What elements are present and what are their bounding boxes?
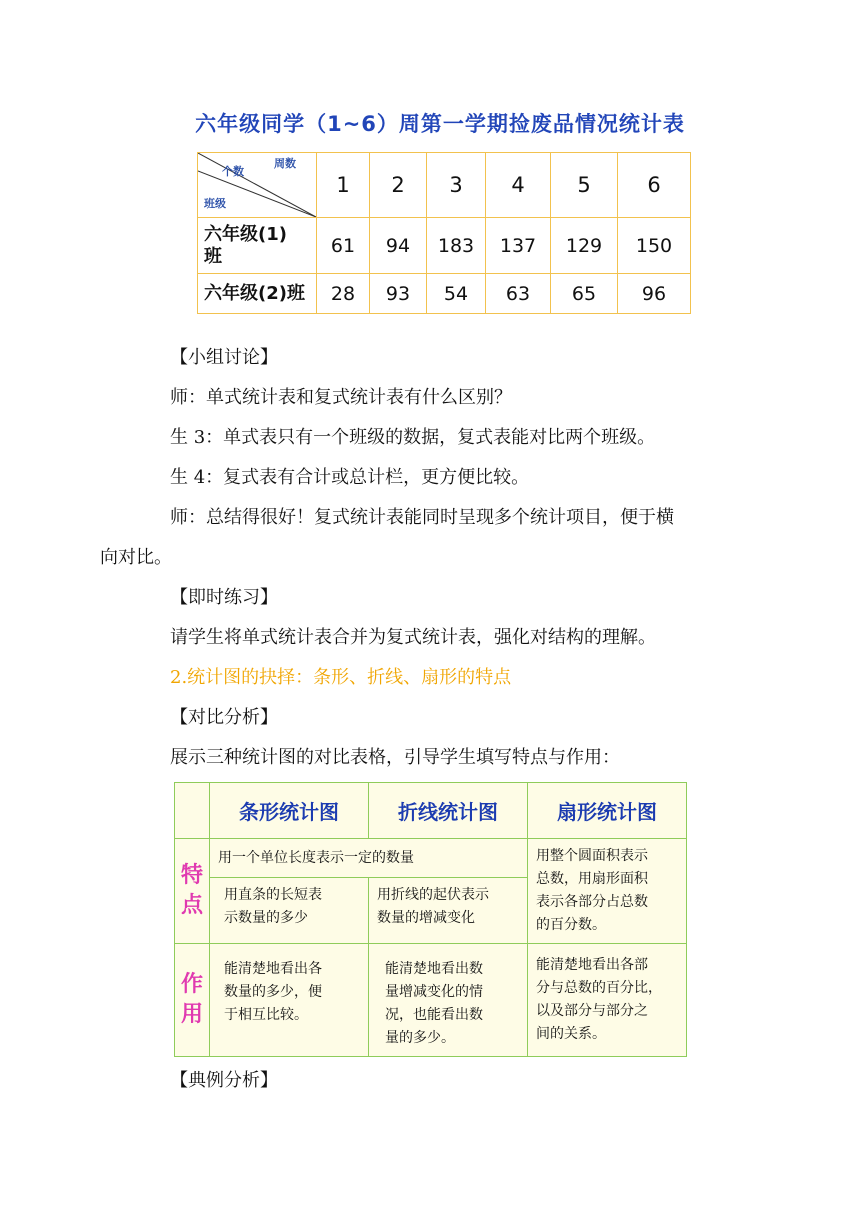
table-cell: 63 — [486, 274, 551, 314]
week-header: 2 — [370, 153, 427, 218]
table-cell: 65 — [551, 274, 618, 314]
table-cell: 28 — [317, 274, 370, 314]
use-row — [175, 944, 687, 1057]
diag-week-label: 周数 — [274, 157, 296, 170]
compare-text: 展示三种统计图的对比表格，引导学生填写特点与作用： — [170, 747, 620, 768]
feature-row-shared — [175, 839, 687, 878]
use-bar-cell: 能清楚地看出各 数量的多少，便 于相互比较。 — [210, 944, 369, 1057]
feature-label: 特 点 — [175, 839, 210, 944]
table-cell: 93 — [370, 274, 427, 314]
table-cell: 137 — [486, 218, 551, 274]
student3-answer: 生 3：单式表只有一个班级的数据，复式表能对比两个班级。 — [170, 427, 656, 448]
week-header: 1 — [317, 153, 370, 218]
row-label — [198, 218, 317, 274]
row-label-line2: 班 — [204, 245, 222, 267]
week-header: 4 — [486, 153, 551, 218]
chart-comparison-table — [174, 782, 687, 1057]
header-pie-chart: 扇形统计图 — [528, 783, 687, 839]
practice-heading: 【即时练习】 — [170, 587, 278, 608]
table-cell: 183 — [427, 218, 486, 274]
week-header: 5 — [551, 153, 618, 218]
table-row — [198, 274, 691, 314]
row-label-line1: 六年级(1) — [204, 223, 287, 245]
table-cell: 96 — [618, 274, 691, 314]
practice-text: 请学生将单式统计表合并为复式统计表，强化对结构的理解。 — [170, 627, 656, 648]
group-discussion-heading: 【小组讨论】 — [170, 347, 278, 368]
use-line-cell: 能清楚地看出数 量增减变化的情 况，也能看出数 量的多少。 — [369, 944, 528, 1057]
table-row — [198, 218, 691, 274]
feature-bar-cell: 用直条的长短表 示数量的多少 — [210, 878, 369, 944]
week-header: 6 — [618, 153, 691, 218]
use-label: 作 用 — [175, 944, 210, 1057]
table-cell: 94 — [370, 218, 427, 274]
table-title: 六年级同学（1~6）周第一学期捡废品情况统计表 — [195, 112, 685, 136]
feature-pie-cell: 用整个圆面积表示 总数，用扇形面积 表示各部分占总数 的百分数。 — [528, 839, 687, 944]
teacher-summary-line2: 向对比。 — [100, 547, 172, 568]
feature-shared-cell: 用一个单位长度表示一定的数量 — [210, 839, 528, 878]
table-cell: 129 — [551, 218, 618, 274]
teacher-question: 师：单式统计表和复式统计表有什么区别？ — [170, 387, 512, 408]
teacher-summary-line1: 师：总结得很好！复式统计表能同时呈现多个统计项目，便于横 — [170, 507, 674, 528]
table-cell: 61 — [317, 218, 370, 274]
comparison-header-row — [175, 783, 687, 839]
diagonal-header-cell — [198, 153, 317, 218]
section2-heading: 2.统计图的抉择：条形、折线、扇形的特点 — [170, 667, 512, 688]
diag-class-label: 班级 — [204, 197, 226, 210]
feature-line-cell: 用折线的起伏表示 数量的增减变化 — [369, 878, 528, 944]
corner-cell — [175, 783, 210, 839]
table-header-row — [198, 153, 691, 218]
compare-heading: 【对比分析】 — [170, 707, 278, 728]
table-cell: 54 — [427, 274, 486, 314]
example-heading: 【典例分析】 — [170, 1070, 278, 1091]
use-pie-cell: 能清楚地看出各部 分与总数的百分比， 以及部分与部分之 间的关系。 — [528, 944, 687, 1057]
week-header: 3 — [427, 153, 486, 218]
diag-count-label: 个数 — [222, 165, 244, 178]
collection-stats-table — [197, 152, 691, 314]
row-label: 六年级(2)班 — [198, 274, 317, 314]
student4-answer: 生 4：复式表有合计或总计栏，更方便比较。 — [170, 467, 530, 488]
header-bar-chart: 条形统计图 — [210, 783, 369, 839]
header-line-chart: 折线统计图 — [369, 783, 528, 839]
table-cell: 150 — [618, 218, 691, 274]
